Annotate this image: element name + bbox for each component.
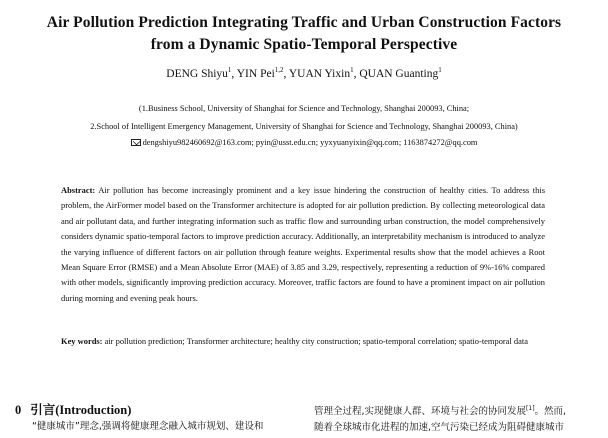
- author-name: QUAN Guanting: [359, 67, 439, 80]
- paper-title-line-1: Air Pollution Prediction Integrating Traffic and Urban Construction Factors: [46, 14, 562, 31]
- keywords-text: air pollution prediction; Transformer architecture; healthy city construction; spatio-temporal correlation; spatio-temporal data: [104, 336, 528, 346]
- envelope-icon: [131, 139, 141, 146]
- body-text-fragment: 。然而,: [534, 406, 567, 418]
- section-number: 0: [15, 403, 22, 417]
- body-text-line: 随着全球城市化进程的加速,空气污染已经成为阻碍健康城市: [314, 422, 565, 434]
- affiliation-2: 2.School of Intelligent Emergency Management, University of Shanghai for Science and Technology, Shanghai 200093, China): [90, 122, 518, 131]
- author-affiliation-mark: 1: [350, 66, 354, 74]
- paper-title-line-2: from a Dynamic Spatio-Temporal Perspective: [150, 36, 458, 53]
- section-heading: [15, 400, 131, 418]
- abstract-label: Abstract:: [61, 185, 96, 195]
- keywords-block: [61, 334, 545, 349]
- body-right-column: [314, 401, 598, 436]
- abstract-block: [61, 183, 545, 306]
- body-text-fragment: 管理全过程,实现健康人群、环境与社会的协同发展: [314, 406, 527, 418]
- body-left-column: [32, 419, 302, 435]
- keywords-label: Key words:: [61, 336, 103, 346]
- email-line: [0, 137, 608, 148]
- author-affiliation-mark: 1: [227, 66, 232, 74]
- author-name: YIN Pei: [236, 67, 275, 80]
- abstract-text: Air pollution has become increasingly prominent and a key issue hindering the construction of healthy cities. To address this problem, the AirFormer model based on the Transformer architecture is adopted for air pollution prediction. By collecting meteorological data and air pollutant data, and further integrating information such as traffic flow and surrounding urban construction, the model comprehensively considers dynamic spatio-temporal factors to improve prediction accuracy. Additionally, an interpretability mechanism is introduced to analyze the varying influence of different factors on air pollution through feature weights. Experimental results show that the model achieves a Root Mean Square Error (RMSE) and a Mean Absolute Error (MAE) of 3.85 and 3.29, respectively, representing a reduction of 9%-16% compared with other models, significantly improving prediction accuracy. Moreover, traffic factors are found to have a prominent impact on air pollution during morning and evening peak hours.: [61, 185, 545, 303]
- author-name: YUAN Yixin: [288, 67, 351, 80]
- section-title: 引言(Introduction): [30, 403, 132, 417]
- email-addresses: dengshiyu982460692@163.com; pyin@usst.edu.cn; yyxyuanyixin@qq.com; 1163874272@qq.com: [142, 138, 478, 147]
- citation-reference[interactable]: [1]: [526, 405, 535, 412]
- author-name: DENG Shiyu: [166, 67, 228, 80]
- author-list: DENG Shiyu$^1$, YIN Pei$^{1,2}$, YUAN Yixin$^1$, QUAN Guanting$^1$: [166, 66, 442, 80]
- author-affiliation-mark: 1,2: [274, 66, 284, 74]
- body-text-line: “健康城市”理念,强调将健康理念融入城市规划、建设和: [32, 421, 264, 432]
- affiliation-1: (1.Business School, University of Shanghai for Science and Technology, Shanghai 200093, China;: [138, 104, 470, 113]
- author-affiliation-mark: 1: [438, 66, 442, 74]
- body-text-line: [314, 401, 598, 420]
